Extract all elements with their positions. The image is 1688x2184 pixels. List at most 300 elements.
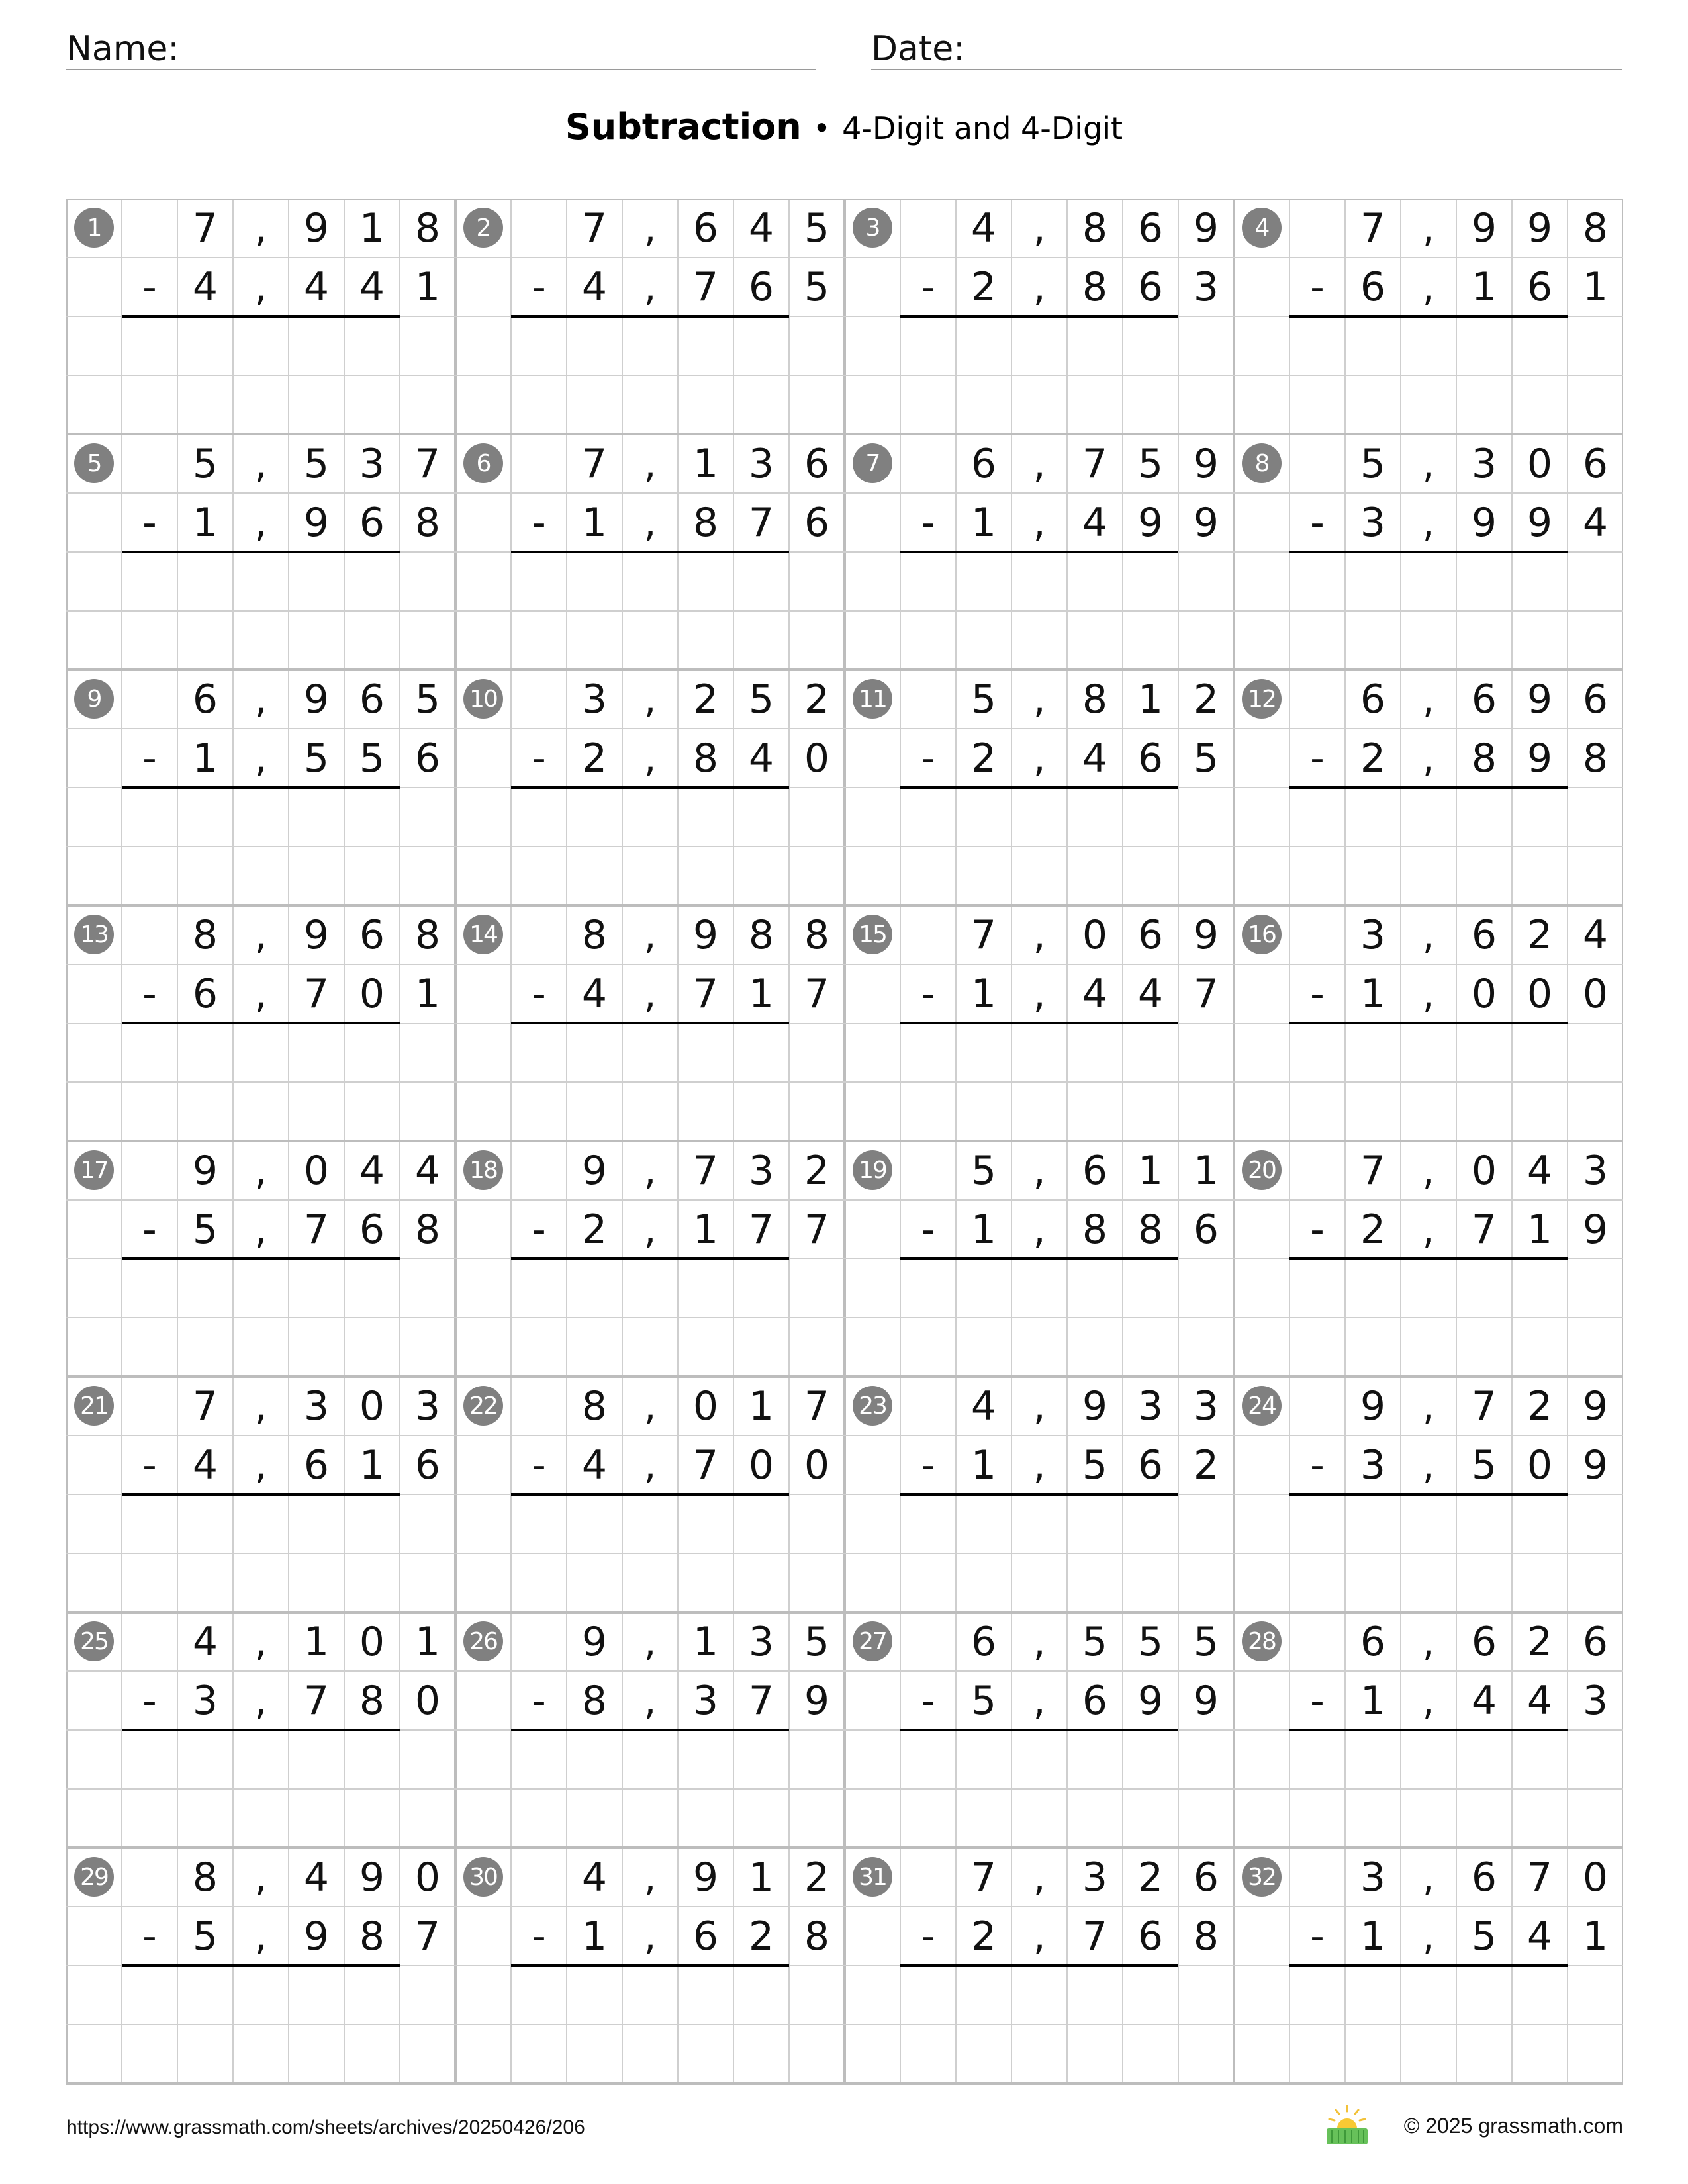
minuend-digit: 9 — [581, 1618, 608, 1665]
subtrahend-digit: 8 — [1471, 735, 1497, 782]
minuend-digit: 5 — [804, 1618, 830, 1665]
name-label: Name: — [66, 29, 179, 69]
problem-number-badge: 7 — [853, 443, 892, 483]
minuend-digit: 4 — [1526, 1147, 1553, 1194]
minuend-digit: 7 — [1526, 1854, 1553, 1901]
minuend-digit: 3 — [1137, 1383, 1164, 1430]
problem-number-badge: 22 — [463, 1386, 503, 1426]
answer-line — [511, 551, 789, 553]
problem-number-badge: 8 — [1242, 443, 1282, 483]
subtrahend-digit: 6 — [692, 1913, 719, 1960]
answer-line — [1289, 1729, 1568, 1731]
minuend-digit: 5 — [1137, 440, 1164, 487]
subtrahend-digit: 2 — [970, 735, 997, 782]
subtrahend-digit: 1 — [359, 1441, 385, 1488]
minuend-digit: 3 — [359, 440, 385, 487]
minuend-digit: , — [643, 1147, 657, 1194]
minuend-digit: 8 — [192, 911, 218, 958]
minus-sign: - — [1310, 263, 1325, 310]
subtrahend-digit: , — [643, 735, 657, 782]
minuend-digit: 6 — [1137, 911, 1164, 958]
minuend-digit: , — [254, 1854, 267, 1901]
subtrahend-digit: 1 — [192, 735, 218, 782]
answer-line — [1289, 315, 1568, 318]
problem-number-badge: 1 — [74, 208, 114, 248]
subtrahend-digit: 1 — [581, 1913, 608, 1960]
minuend-digit: 6 — [970, 1618, 997, 1665]
subtrahend-digit: 1 — [748, 970, 774, 1017]
subtrahend-digit: 0 — [804, 1441, 830, 1488]
minuend-digit: 5 — [1193, 1618, 1219, 1665]
minuend-digit: 9 — [192, 1147, 218, 1194]
minuend-digit: 6 — [1582, 440, 1609, 487]
subtrahend-digit: 9 — [1471, 499, 1497, 546]
answer-line — [511, 1022, 789, 1024]
minus-sign: - — [142, 970, 157, 1017]
subtrahend-digit: 3 — [192, 1677, 218, 1724]
minuend-digit: 7 — [581, 440, 608, 487]
subtrahend-digit: 4 — [359, 263, 385, 310]
name-field[interactable] — [66, 24, 816, 70]
subtrahend-digit: 7 — [748, 1206, 774, 1253]
footer-copyright: © 2025 grassmath.com — [1403, 2114, 1623, 2138]
subtrahend-digit: 9 — [1582, 1441, 1609, 1488]
minuend-digit: 8 — [581, 1383, 608, 1430]
minuend-digit: 6 — [1582, 676, 1609, 723]
subtrahend-digit: 0 — [1471, 970, 1497, 1017]
problem-number-badge: 12 — [1242, 679, 1282, 719]
minuend-digit: 3 — [1082, 1854, 1108, 1901]
minuend-digit: 7 — [804, 1383, 830, 1430]
problem-number-badge: 15 — [853, 915, 892, 954]
subtrahend-digit: 6 — [1082, 1677, 1108, 1724]
minuend-digit: 7 — [1471, 1383, 1497, 1430]
minuend-digit: 1 — [1137, 1147, 1164, 1194]
subtrahend-digit: 2 — [1360, 1206, 1386, 1253]
subtrahend-digit: 6 — [359, 1206, 385, 1253]
subtrahend-digit: , — [1033, 1441, 1046, 1488]
minuend-digit: 9 — [692, 911, 719, 958]
minuend-digit: 2 — [692, 676, 719, 723]
problem-number-badge: 19 — [853, 1150, 892, 1190]
minuend-digit: 6 — [1471, 676, 1497, 723]
answer-line — [511, 315, 789, 318]
minus-sign: - — [532, 263, 546, 310]
minus-sign: - — [1310, 1913, 1325, 1960]
answer-line — [511, 1964, 789, 1967]
minuend-digit: 6 — [1582, 1618, 1609, 1665]
subtrahend-digit: 8 — [581, 1677, 608, 1724]
minuend-digit: 1 — [1137, 676, 1164, 723]
minuend-digit: 2 — [804, 676, 830, 723]
subtrahend-digit: 4 — [192, 1441, 218, 1488]
subtrahend-digit: 9 — [1137, 499, 1164, 546]
answer-line — [122, 1257, 400, 1260]
minus-sign: - — [532, 499, 546, 546]
minuend-digit: , — [1033, 440, 1046, 487]
minuend-digit: 9 — [1582, 1383, 1609, 1430]
minuend-digit: 6 — [359, 911, 385, 958]
problem-number-badge: 21 — [74, 1386, 114, 1426]
answer-line — [1289, 551, 1568, 553]
minuend-digit: 5 — [1360, 440, 1386, 487]
subtrahend-digit: 7 — [303, 1206, 330, 1253]
subtrahend-digit: 4 — [1526, 1677, 1553, 1724]
subtrahend-digit: , — [1422, 499, 1435, 546]
problem-number-badge: 20 — [1242, 1150, 1282, 1190]
minuend-digit: , — [1422, 1618, 1435, 1665]
subtrahend-digit: 2 — [970, 1913, 997, 1960]
title-bullet: • — [812, 111, 831, 146]
subtrahend-digit: 6 — [414, 735, 441, 782]
subtrahend-digit: , — [254, 1441, 267, 1488]
subtrahend-digit: 6 — [804, 499, 830, 546]
subtrahend-digit: 9 — [804, 1677, 830, 1724]
answer-line — [900, 1257, 1178, 1260]
minuend-digit: , — [1422, 440, 1435, 487]
subtrahend-digit: 7 — [692, 970, 719, 1017]
answer-line — [511, 786, 789, 789]
subtrahend-digit: 2 — [581, 735, 608, 782]
subtrahend-digit: 5 — [1471, 1913, 1497, 1960]
minus-sign: - — [921, 499, 935, 546]
subtrahend-digit: 2 — [1193, 1441, 1219, 1488]
answer-line — [122, 1729, 400, 1731]
answer-line — [900, 315, 1178, 318]
minus-sign: - — [142, 1677, 157, 1724]
subtrahend-digit: 0 — [804, 735, 830, 782]
minus-sign: - — [921, 1206, 935, 1253]
subtrahend-digit: , — [254, 735, 267, 782]
subtrahend-digit: 1 — [414, 263, 441, 310]
subtrahend-digit: , — [643, 1677, 657, 1724]
minuend-digit: 5 — [748, 676, 774, 723]
minuend-digit: , — [1033, 1383, 1046, 1430]
minus-sign: - — [921, 1913, 935, 1960]
subtrahend-digit: 1 — [1582, 1913, 1609, 1960]
minuend-digit: 6 — [804, 440, 830, 487]
subtrahend-digit: 4 — [303, 263, 330, 310]
problem-number-badge: 23 — [853, 1386, 892, 1426]
minuend-digit: 7 — [1360, 1147, 1386, 1194]
subtrahend-digit: , — [1422, 263, 1435, 310]
minuend-digit: , — [1033, 1618, 1046, 1665]
minuend-digit: , — [254, 911, 267, 958]
minuend-digit: 8 — [192, 1854, 218, 1901]
minuend-digit: 4 — [414, 1147, 441, 1194]
minus-sign: - — [921, 735, 935, 782]
worksheet-title — [0, 106, 1688, 149]
minuend-digit: , — [1422, 911, 1435, 958]
subtrahend-digit: 3 — [1582, 1677, 1609, 1724]
minuend-digit: 5 — [192, 440, 218, 487]
problem-number-badge: 31 — [853, 1857, 892, 1897]
problem-number-badge: 9 — [74, 679, 114, 719]
minuend-digit: 8 — [581, 911, 608, 958]
subtrahend-digit: 4 — [1471, 1677, 1497, 1724]
minuend-digit: , — [643, 911, 657, 958]
minuend-digit: 9 — [1471, 205, 1497, 251]
subtrahend-digit: , — [643, 1913, 657, 1960]
subtrahend-digit: 7 — [804, 1206, 830, 1253]
subtrahend-digit: 3 — [692, 1677, 719, 1724]
subtrahend-digit: 8 — [804, 1913, 830, 1960]
minuend-digit: , — [643, 440, 657, 487]
minuend-digit: , — [1033, 676, 1046, 723]
subtrahend-digit: 1 — [1582, 263, 1609, 310]
minuend-digit: 0 — [414, 1854, 441, 1901]
minuend-digit: , — [1033, 205, 1046, 251]
subtrahend-digit: 4 — [1082, 735, 1108, 782]
minuend-digit: 0 — [303, 1147, 330, 1194]
subtrahend-digit: , — [1422, 1441, 1435, 1488]
subtrahend-digit: 4 — [1582, 499, 1609, 546]
minuend-digit: 9 — [581, 1147, 608, 1194]
subtrahend-digit: , — [1422, 1913, 1435, 1960]
subtrahend-digit: 6 — [1137, 735, 1164, 782]
minus-sign: - — [1310, 970, 1325, 1017]
answer-line — [900, 551, 1178, 553]
minuend-digit: 2 — [1526, 1618, 1553, 1665]
minuend-digit: 6 — [1082, 1147, 1108, 1194]
minuend-digit: , — [1422, 1854, 1435, 1901]
minuend-digit: 1 — [692, 440, 719, 487]
subtrahend-digit: 1 — [1526, 1206, 1553, 1253]
subtrahend-digit: 7 — [748, 1677, 774, 1724]
subtrahend-digit: , — [643, 499, 657, 546]
minus-sign: - — [532, 970, 546, 1017]
date-label: Date: — [871, 29, 965, 69]
subtrahend-digit: 0 — [1526, 1441, 1553, 1488]
subtrahend-digit: , — [643, 1441, 657, 1488]
minuend-digit: 1 — [692, 1618, 719, 1665]
subtrahend-digit: 7 — [804, 970, 830, 1017]
subtrahend-digit: 9 — [303, 499, 330, 546]
minuend-digit: 5 — [804, 205, 830, 251]
minuend-digit: 3 — [1582, 1147, 1609, 1194]
minuend-digit: 6 — [970, 440, 997, 487]
subtrahend-digit: 1 — [970, 1206, 997, 1253]
subtrahend-digit: 7 — [414, 1913, 441, 1960]
minuend-digit: 1 — [748, 1383, 774, 1430]
subtrahend-digit: 8 — [692, 499, 719, 546]
subtrahend-digit: 6 — [414, 1441, 441, 1488]
answer-line — [1289, 1493, 1568, 1496]
minuend-digit: 7 — [692, 1147, 719, 1194]
subtrahend-digit: 5 — [1193, 735, 1219, 782]
minuend-digit: 3 — [748, 1147, 774, 1194]
subtrahend-digit: 0 — [1526, 970, 1553, 1017]
subtrahend-digit: , — [1033, 1206, 1046, 1253]
minuend-digit: 7 — [970, 1854, 997, 1901]
subtrahend-digit: 6 — [748, 263, 774, 310]
subtrahend-digit: , — [643, 970, 657, 1017]
problem-number-badge: 11 — [853, 679, 892, 719]
subtrahend-digit: , — [1033, 735, 1046, 782]
subtrahend-digit: 7 — [303, 970, 330, 1017]
minuend-digit: , — [254, 1618, 267, 1665]
minuend-digit: 7 — [414, 440, 441, 487]
problem-number-badge: 14 — [463, 915, 503, 954]
minuend-digit: 0 — [1082, 911, 1108, 958]
problem-number-badge: 28 — [1242, 1621, 1282, 1661]
minus-sign: - — [921, 1677, 935, 1724]
minuend-digit: 5 — [970, 676, 997, 723]
date-field[interactable] — [871, 24, 1622, 70]
minuend-digit: 2 — [1526, 911, 1553, 958]
subtrahend-digit: 4 — [581, 970, 608, 1017]
subtrahend-digit: 6 — [1360, 263, 1386, 310]
minuend-digit: , — [1422, 205, 1435, 251]
problem-number-badge: 24 — [1242, 1386, 1282, 1426]
subtrahend-digit: 6 — [359, 499, 385, 546]
problem-number-badge: 25 — [74, 1621, 114, 1661]
minuend-digit: , — [643, 205, 657, 251]
minuend-digit: 6 — [1471, 1618, 1497, 1665]
minus-sign: - — [1310, 1441, 1325, 1488]
minuend-digit: 7 — [581, 205, 608, 251]
subtrahend-digit: , — [1033, 263, 1046, 310]
minuend-digit: 6 — [1360, 676, 1386, 723]
problem-number-badge: 32 — [1242, 1857, 1282, 1897]
subtrahend-digit: 3 — [1193, 263, 1219, 310]
subtrahend-digit: 5 — [970, 1677, 997, 1724]
subtrahend-digit: , — [254, 1913, 267, 1960]
subtrahend-digit: 1 — [581, 499, 608, 546]
grass-sun-logo-icon — [1323, 2103, 1372, 2147]
problem-number-badge: 2 — [463, 208, 503, 248]
problem-number-badge: 13 — [74, 915, 114, 954]
problem-number-badge: 4 — [1242, 208, 1282, 248]
subtrahend-digit: 7 — [1471, 1206, 1497, 1253]
subtrahend-digit: 8 — [1082, 1206, 1108, 1253]
answer-line — [511, 1257, 789, 1260]
minuend-digit: 5 — [1082, 1618, 1108, 1665]
minuend-digit: , — [1422, 1147, 1435, 1194]
subtrahend-digit: 6 — [1137, 1441, 1164, 1488]
subtrahend-digit: 4 — [192, 263, 218, 310]
minus-sign: - — [921, 970, 935, 1017]
answer-line — [122, 315, 400, 318]
minuend-digit: 0 — [692, 1383, 719, 1430]
answer-line — [511, 1729, 789, 1731]
subtrahend-digit: 9 — [1526, 499, 1553, 546]
minuend-digit: 6 — [692, 205, 719, 251]
minuend-digit: 8 — [1082, 205, 1108, 251]
subtrahend-digit: , — [254, 1677, 267, 1724]
minuend-digit: 8 — [414, 205, 441, 251]
minuend-digit: 9 — [692, 1854, 719, 1901]
minus-sign: - — [532, 735, 546, 782]
minuend-digit: 6 — [1471, 1854, 1497, 1901]
problem-number-badge: 3 — [853, 208, 892, 248]
subtrahend-digit: , — [643, 263, 657, 310]
subtrahend-digit: , — [1422, 1677, 1435, 1724]
subtrahend-digit: 1 — [970, 970, 997, 1017]
problem-grid — [66, 199, 1623, 2089]
minuend-digit: 6 — [192, 676, 218, 723]
subtrahend-digit: 9 — [303, 1913, 330, 1960]
subtrahend-digit: 1 — [970, 1441, 997, 1488]
minuend-digit: , — [254, 1383, 267, 1430]
subtrahend-digit: , — [254, 263, 267, 310]
minus-sign: - — [142, 735, 157, 782]
answer-line — [900, 1493, 1178, 1496]
answer-line — [1289, 1257, 1568, 1260]
problem-number-badge: 30 — [463, 1857, 503, 1897]
minuend-digit: 0 — [359, 1618, 385, 1665]
minuend-digit: , — [1422, 1383, 1435, 1430]
minuend-digit: 6 — [1471, 911, 1497, 958]
answer-line — [900, 1964, 1178, 1967]
subtrahend-digit: 6 — [192, 970, 218, 1017]
minuend-digit: , — [254, 676, 267, 723]
minus-sign: - — [1310, 499, 1325, 546]
subtrahend-digit: 0 — [1582, 970, 1609, 1017]
subtrahend-digit: 5 — [303, 735, 330, 782]
minuend-digit: 2 — [804, 1854, 830, 1901]
subtrahend-digit: 6 — [1137, 263, 1164, 310]
subtrahend-digit: 6 — [1193, 1206, 1219, 1253]
subtrahend-digit: , — [254, 1206, 267, 1253]
minuend-digit: 4 — [581, 1854, 608, 1901]
problem-number-badge: 10 — [463, 679, 503, 719]
subtrahend-digit: 6 — [1526, 263, 1553, 310]
subtrahend-digit: 8 — [1137, 1206, 1164, 1253]
minuend-digit: 4 — [1582, 911, 1609, 958]
subtrahend-digit: 3 — [1360, 499, 1386, 546]
subtrahend-digit: , — [254, 499, 267, 546]
minuend-digit: 2 — [804, 1147, 830, 1194]
minuend-digit: 9 — [1193, 440, 1219, 487]
subtrahend-digit: 8 — [414, 499, 441, 546]
minus-sign: - — [532, 1677, 546, 1724]
minuend-digit: 6 — [1137, 205, 1164, 251]
subtrahend-digit: 4 — [1526, 1913, 1553, 1960]
problem-number-badge: 18 — [463, 1150, 503, 1190]
minuend-digit: 5 — [303, 440, 330, 487]
problem-number-badge: 17 — [74, 1150, 114, 1190]
minuend-digit: , — [254, 1147, 267, 1194]
minus-sign: - — [921, 1441, 935, 1488]
subtrahend-digit: 3 — [1360, 1441, 1386, 1488]
minuend-digit: , — [643, 676, 657, 723]
minuend-digit: 8 — [1582, 205, 1609, 251]
minus-sign: - — [1310, 735, 1325, 782]
subtrahend-digit: 8 — [1082, 263, 1108, 310]
minuend-digit: 1 — [748, 1854, 774, 1901]
minuend-digit: 9 — [1526, 676, 1553, 723]
minuend-digit: , — [1033, 911, 1046, 958]
subtrahend-digit: , — [1033, 1677, 1046, 1724]
minus-sign: - — [142, 499, 157, 546]
subtrahend-digit: 7 — [1193, 970, 1219, 1017]
minuend-digit: 5 — [1137, 1618, 1164, 1665]
answer-line — [900, 1729, 1178, 1731]
subtrahend-digit: 4 — [581, 263, 608, 310]
subtrahend-digit: 5 — [192, 1913, 218, 1960]
minuend-digit: 1 — [303, 1618, 330, 1665]
minuend-digit: 2 — [1526, 1383, 1553, 1430]
minus-sign: - — [532, 1441, 546, 1488]
minuend-digit: 7 — [1082, 440, 1108, 487]
minuend-digit: 0 — [359, 1383, 385, 1430]
subtrahend-digit: 9 — [1193, 1677, 1219, 1724]
subtrahend-digit: 6 — [303, 1441, 330, 1488]
minuend-digit: 7 — [970, 911, 997, 958]
subtrahend-digit: , — [1033, 1913, 1046, 1960]
subtrahend-digit: 8 — [414, 1206, 441, 1253]
